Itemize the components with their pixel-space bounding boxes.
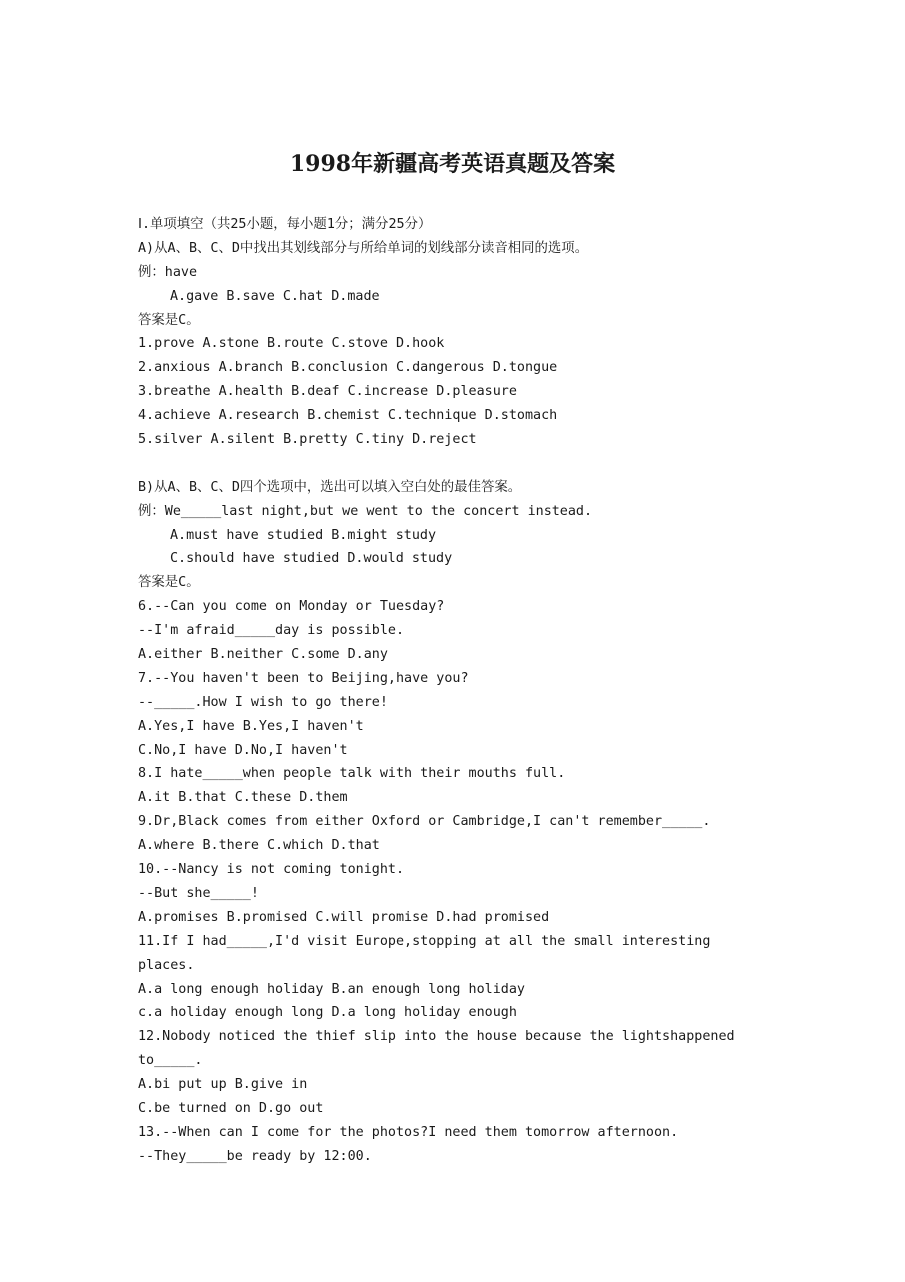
example-question: 例：We_____last night,but we went to the concert instead.: [138, 503, 593, 519]
options-line: A.it B.that C.these D.them: [138, 790, 348, 806]
options-line: A.Yes,I have B.Yes,I haven't: [138, 718, 364, 734]
question-line: 1.prove A.stone B.route C.stove D.hook: [138, 336, 445, 352]
example-label: 例：have: [138, 264, 198, 280]
question-line: 10.--Nancy is not coming tonight.: [138, 862, 405, 878]
section-heading: Ⅰ.单项填空（共25小题，每小题1分；满分25分）: [138, 217, 432, 232]
example-options: A.gave B.save C.hat D.made: [170, 288, 380, 304]
question-line: 6.--Can you come on Monday or Tuesday?: [138, 599, 445, 615]
options-line: A.a long enough holiday B.an enough long holiday: [138, 981, 525, 997]
question-line: to_____.: [138, 1053, 203, 1069]
options-line: A.where B.there C.which D.that: [138, 838, 380, 854]
question-line: 2.anxious A.branch B.conclusion C.dangerous D.tongue: [138, 360, 558, 376]
example-answer: 答案是C。: [138, 312, 200, 328]
document-title: 1998年新疆高考英语真题及答案: [289, 151, 616, 177]
options-line: A.bi put up B.give in: [138, 1077, 308, 1093]
question-line: --I'm afraid_____day is possible.: [138, 623, 405, 639]
paragraph-gap: [138, 452, 778, 476]
question-line: 7.--You haven't been to Beijing,have you?: [138, 670, 469, 686]
question-line: --They_____be ready by 12:00.: [138, 1148, 372, 1164]
document-body: [138, 213, 778, 1169]
options-line: A.either B.neither C.some D.any: [138, 647, 388, 663]
question-line: 9.Dr,Black comes from either Oxford or Cambridge,I can't remember_____.: [138, 814, 711, 830]
example-answer: 答案是C。: [138, 575, 200, 591]
example-options: A.must have studied B.might study: [170, 527, 437, 543]
part-b-instruction: B)从A、B、C、D四个选项中，选出可以填入空白处的最佳答案。: [138, 479, 522, 495]
options-line: C.No,I have D.No,I haven't: [138, 742, 348, 758]
question-line: 4.achieve A.research B.chemist C.technique D.stomach: [138, 408, 558, 424]
part-a-instruction: A)从A、B、C、D中找出其划线部分与所给单词的划线部分读音相同的选项。: [138, 240, 589, 256]
options-line: A.promises B.promised C.will promise D.had promised: [138, 909, 550, 925]
question-line: places.: [138, 957, 195, 973]
question-line: --_____.How I wish to go there!: [138, 694, 388, 710]
question-line: 5.silver A.silent B.pretty C.tiny D.reject: [138, 432, 477, 448]
question-line: 13.--When can I come for the photos?I need them tomorrow afternoon.: [138, 1124, 679, 1140]
question-line: 11.If I had_____,I'd visit Europe,stopping at all the small interesting: [138, 933, 711, 949]
question-line: 8.I hate_____when people talk with their mouths full.: [138, 766, 566, 782]
question-line: 3.breathe A.health B.deaf C.increase D.pleasure: [138, 384, 517, 400]
options-line: C.be turned on D.go out: [138, 1100, 324, 1116]
example-options: C.should have studied D.would study: [170, 551, 453, 567]
question-line: 12.Nobody noticed the thief slip into the house because the lightshappened: [138, 1029, 735, 1045]
question-line: --But she_____!: [138, 885, 259, 901]
options-line: c.a holiday enough long D.a long holiday enough: [138, 1005, 517, 1021]
